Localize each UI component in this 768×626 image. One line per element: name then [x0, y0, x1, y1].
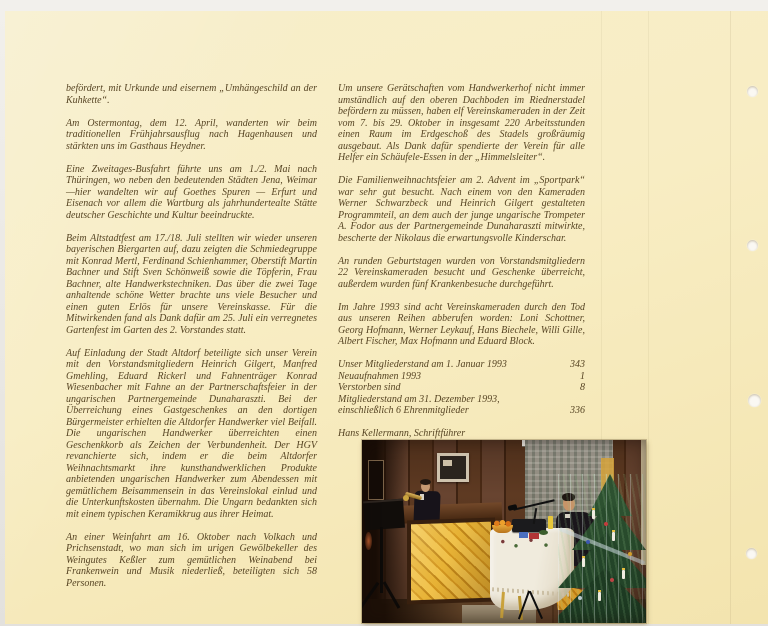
right-column	[338, 83, 585, 451]
album-page	[5, 11, 768, 624]
stats-label: Mitgliederstand am 31. Dezember 1993,	[338, 393, 500, 405]
punch-hole	[746, 548, 757, 559]
signature: Hans Kellermann, Schriftführer	[338, 428, 466, 439]
stats-label: einschließlich 6 Ehrenmitglieder	[338, 405, 469, 416]
paragraph: Die Familienweihnachtsfeier am 2. Advent im „Sportpark“ war sehr gut besucht. Nach einem von den Kameraden Werner Schwarzbeck und Heinrich Gilgert gestalteten Programmteil, an dem auch der junge ungarische Trompeter A. Fodor aus der Partnergemeinde Dunaharaszti mitwirkte, bescherte der Nikolaus die erwartungsvolle Kinderschar.	[338, 175, 585, 244]
paragraph: Beim Altstadtfest am 17./18. Juli stellten wir wieder unseren bayerischen Biergarten auf, dazu zeigten die Schmiedegruppe mit Konrad Mertl, Ferdinand Schienhammer, Oberstift Martin Bachner und Stift Sven Schönweiß sowie die Töpferin, Frau Bachner, alte Handwerkstechniken. Das über die zwei Tage anhaltende schöne Wetter brachte uns viele Besucher und einen guten Erlös für unsere Vereinskasse. Für die Mitwirkenden fand als Dank dafür am 25. Juli ein verregnetes Gartenfest im Garten des 2. Vorstandes statt.	[66, 232, 317, 336]
paragraph: Am Ostermontag, dem 12. April, wanderten wir beim traditionellen Frühjahrsausflug nach Hagenhausen und stärkten uns im Gasthaus Heydner.	[66, 117, 317, 152]
stats-label: Verstorben sind	[338, 382, 401, 393]
stats-value: 1	[580, 370, 585, 382]
paragraph: Um unsere Gerätschaften vom Handwerkerhof nicht immer umständlich auf den oberen Dachboden im Riednerstadel befördern zu müssen, haben elf Vereinskameraden in der Zeit vom 7. bis 29. Oktober in insgesamt 220 Arbeitsstunden einen Raum im Erdgeschoß des Stadels großräumig ausgebaut. Als Dank dafür spendierte der Verein für alle Helfer ein Schäufele-Essen in der „Himmelsleiter“.	[338, 83, 585, 163]
stats-value: 343	[570, 359, 585, 370]
paragraph: Auf Einladung der Stadt Altdorf beteiligte sich unser Verein mit den Vorstandsmitgliedern Heinrich Gilgert, Manfred Gmehling, Eduard Rickerl und Fahnenträger Konrad Wiesenbacher mit Fahne an der Partnerschaftsfeier in der ungarischen Partnergemeinde Dunaharaszti. Bei der Überreichung eines Gastgeschenkes an den dortigen Bürgermeister erhielten die Altdorfer Handwerker viel Beifall. Die ungarischen Handwerker überreichten einen Geschenkkorb als Zeichen der Verbundenheit. Der HGV revanchierte sich, indem er die beim Altdorfer Weihnachtsmarkt ihre kunsthandwerklichen Produkte anbietenden ungarischen Handwerker zum Abendessen mit gemütlichem Beisammensein in das Vereinslokal einlud und die Unterkunftskosten übernahm. Die Ungarn bedankten sich mit einem typischen Keramikkrug aus ihrer Heimat.	[66, 347, 317, 520]
stats-label: Unser Mitgliederstand am 1. Januar 1993	[338, 359, 507, 370]
page-crease	[648, 11, 649, 624]
punch-hole	[748, 394, 761, 407]
photo-vignette	[362, 440, 646, 623]
stats-value: 8	[580, 382, 585, 393]
stats-row	[338, 382, 585, 394]
stats-row	[338, 359, 585, 371]
membership-stats	[338, 359, 585, 417]
punch-hole	[747, 240, 758, 251]
stats-label: Neuaufnahmen 1993	[338, 370, 422, 382]
event-photo	[362, 440, 646, 623]
paragraph: An einer Weinfahrt am 16. Oktober nach Volkach und Prichsenstadt, wo man sich im urigen Gewölbekeller des Weingutes Keßler zum gemütlichen Weinabend bei Frankenwein und Musik niederließ, beteiligten sich 58 Personen.	[66, 531, 317, 589]
punch-hole	[747, 86, 758, 97]
paragraph: Im Jahre 1993 sind acht Vereinskameraden durch den Tod aus unseren Reihen abberufen worden: Loni Schottner, Georg Hofmann, Werner Leykauf, Hans Biechele, Willi Gille, Albert Fischer, Max Hofmann und Eduard Block.	[338, 301, 585, 347]
stats-row	[338, 394, 585, 406]
paragraph: befördert, mit Urkunde und eisernem „Umhängeschild an der Kuhkette“.	[66, 83, 317, 106]
paragraph: An runden Geburtstagen wurden von Vorstandsmitgliedern 22 Vereinskameraden besucht und Geschenke überreicht, außerdem wurden fünf Krankenbesuche durchgeführt.	[338, 255, 585, 290]
stats-row	[338, 405, 585, 417]
stats-row	[338, 371, 585, 383]
left-column	[66, 83, 317, 601]
stats-value: 336	[570, 405, 585, 416]
page-crease	[730, 11, 731, 624]
paragraph: Eine Zweitages-Busfahrt führte uns am 1./2. Mai nach Thüringen, wo neben den bedeutenden Städten Jena, Weimar —hier wandelten wir auf Goethes Spuren — Erfurt und Eisenach vor allem die Wartburg als jahrhundertealte Stätte deutscher Geschichte und Kultur beeindruckte.	[66, 163, 317, 221]
